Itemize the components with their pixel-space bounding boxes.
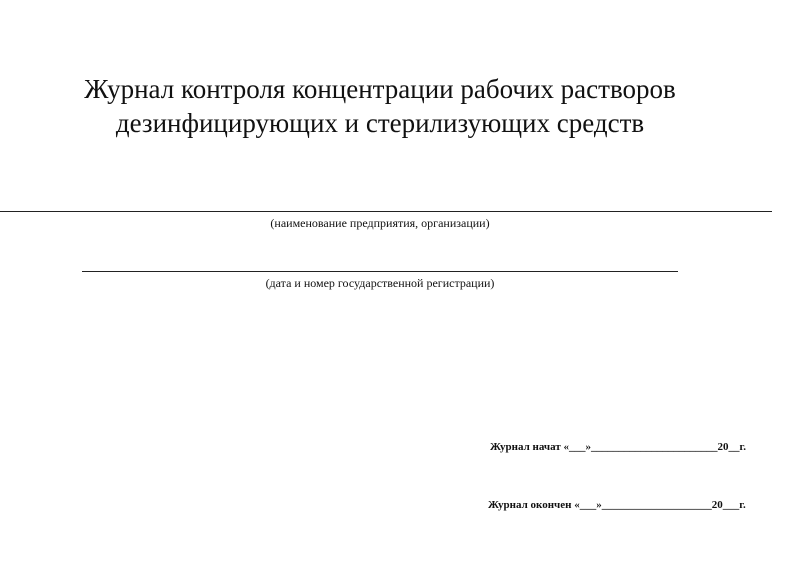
- organization-name-line: [0, 211, 772, 212]
- registration-caption: (дата и номер государственной регистрации): [265, 276, 495, 290]
- organization-caption: (наименование предприятия, организации): [270, 216, 490, 230]
- title-line-1: Журнал контроля концентрации рабочих растворов: [84, 74, 676, 104]
- journal-started-field: Журнал начат «___»_______________________20__г.: [490, 441, 746, 453]
- document-title: [0, 72, 760, 140]
- title-line-2: дезинфицирующих и стерилизующих средств: [115, 108, 645, 138]
- registration-line: [82, 271, 678, 272]
- journal-ended-field: Журнал окончен «___»____________________20___г.: [488, 499, 746, 511]
